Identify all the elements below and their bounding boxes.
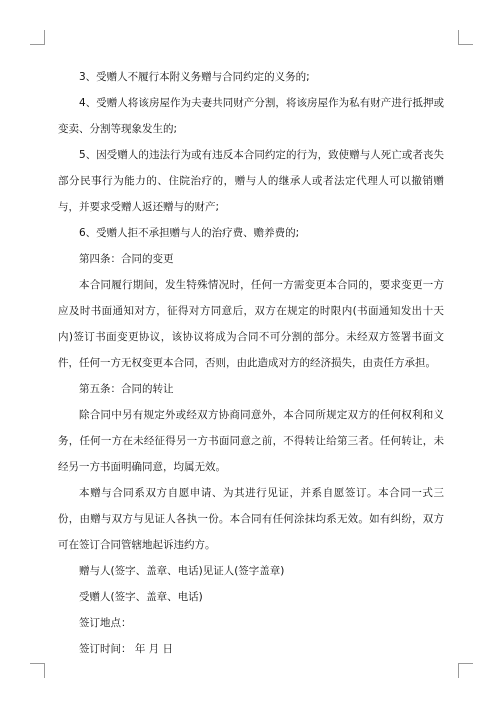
clause-4-paragraph: 4、受赠人将该房屋作为夫妻共同财产分割，将该房屋作为私有财产进行抵押或变卖、分割等现象发生的;	[58, 97, 444, 135]
clause-3-paragraph: 3、受赠人不履行本附义务赠与合同约定的义务的;	[79, 71, 310, 83]
crop-mark-bottom-left	[30, 663, 45, 678]
donee-signature-line: 受赠人(签字、盖章、电话)	[79, 591, 203, 603]
clause-5-paragraph: 5、因受赠人的违法行为或有违反本合同约定的行为，致使赠与人死亡或者丧失部分民事行为能力的、住院治疗的，赠与人的继承人或者法定代理人可以撤销赠与，并要求受赠人返还赠与的财产;	[58, 149, 444, 213]
crop-mark-top-right	[458, 30, 473, 45]
donor-signature-line: 赠与人(签字、盖章、电话)见证人(签字盖章)	[79, 565, 285, 577]
article-4-body: 本合同履行期间，发生特殊情况时，任何一方需变更本合同的，要求变更一方应及时书面通知对方，征得对方同意后，双方在规定的时限内(书面通知发出十天内)签订书面变更协议，该协议将成为合同不可分割的部分。未经双方签署书面文件，任何一方无权变更本合同，否则，由此造成对方的经济损失，由责任方承担。	[58, 279, 444, 369]
article-4-heading: 第四条：合同的变更	[79, 253, 174, 265]
signing-location-line: 签订地点：	[79, 617, 132, 629]
document-body	[58, 64, 444, 662]
clause-6-paragraph: 6、受赠人拒不承担赠与人的治疗费、赡养费的;	[79, 227, 300, 239]
article-5-heading: 第五条：合同的转让	[79, 383, 174, 395]
crop-mark-top-left	[30, 30, 45, 45]
article-5-body: 除合同中另有规定外或经双方协商同意外，本合同所规定双方的任何权利和义务，任何一方在未经征得另一方书面同意之前，不得转让给第三者。任何转让，未经另一方书面明确同意，均属无效。	[58, 409, 444, 473]
signing-date-line: 签订时间： 年 月 日	[79, 643, 174, 655]
crop-mark-bottom-right	[458, 663, 473, 678]
witness-clause-paragraph: 本赠与合同系双方自愿申请、为其进行见证，并系自愿签订。本合同一式三份，由赠与双方与见证人各执一份。本合同有任何涂抹均系无效。如有纠纷，双方可在签订合同管辖地起诉违约方。	[58, 487, 444, 551]
